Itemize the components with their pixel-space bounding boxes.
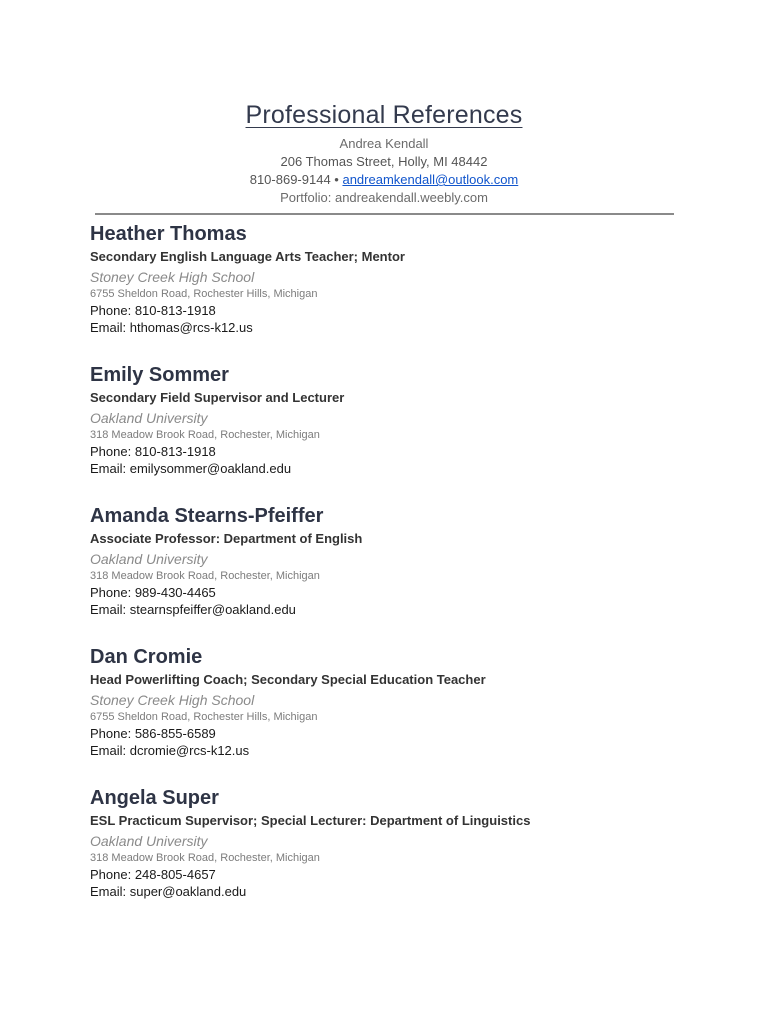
reference-address: 6755 Sheldon Road, Rochester Hills, Michigan [90,288,318,300]
reference-title: Head Powerlifting Coach; Secondary Special Education Teacher [90,672,486,687]
reference-phone: Phone: 810-813-1918 [90,303,216,318]
author-name: Andrea Kendall [339,136,429,151]
reference-entry [90,363,690,504]
references-list [90,222,690,927]
reference-address: 6755 Sheldon Road, Rochester Hills, Michigan [90,711,318,723]
reference-phone: Phone: 810-813-1918 [90,444,216,459]
document-header [0,100,768,207]
reference-email: Email: emilysommer@oakland.edu [90,461,292,476]
reference-organization: Stoney Creek High School [90,269,255,285]
reference-phone: Phone: 586-855-6589 [90,726,216,741]
reference-organization: Stoney Creek High School [90,692,255,708]
reference-organization: Oakland University [90,551,208,567]
reference-name: Amanda Stearns-Pfeiffer [90,505,324,527]
author-phone: 810-869-9144 [249,172,331,187]
reference-entry [90,645,690,786]
reference-title: Associate Professor: Department of English [90,531,363,546]
reference-email: Email: dcromie@rcs-k12.us [90,743,250,758]
reference-entry [90,222,690,363]
reference-email: Email: super@oakland.edu [90,884,247,899]
reference-address: 318 Meadow Brook Road, Rochester, Michigan [90,852,320,864]
reference-name: Angela Super [90,787,219,809]
reference-entry [90,786,690,927]
reference-phone: Phone: 248-805-4657 [90,867,216,882]
contact-separator: • [330,172,343,187]
author-portfolio: Portfolio: andreakendall.weebly.com [280,190,488,205]
header-divider [95,213,674,215]
author-address: 206 Thomas Street, Holly, MI 48442 [280,154,488,169]
reference-name: Dan Cromie [90,646,203,668]
reference-entry [90,504,690,645]
reference-title: ESL Practicum Supervisor; Special Lecturer: Department of Linguistics [90,813,531,828]
reference-title: Secondary English Language Arts Teacher; Mentor [90,249,405,264]
reference-address: 318 Meadow Brook Road, Rochester, Michigan [90,570,320,582]
reference-phone: Phone: 989-430-4465 [90,585,216,600]
reference-organization: Oakland University [90,833,208,849]
reference-name: Emily Sommer [90,364,229,386]
author-contact-line [0,171,768,189]
author-email-link[interactable]: andreamkendall@outlook.com [342,172,519,187]
reference-name: Heather Thomas [90,223,247,245]
page-title: Professional References [245,101,523,129]
reference-email: Email: hthomas@rcs-k12.us [90,320,253,335]
reference-email: Email: stearnspfeiffer@oakland.edu [90,602,296,617]
reference-title: Secondary Field Supervisor and Lecturer [90,390,345,405]
reference-address: 318 Meadow Brook Road, Rochester, Michigan [90,429,320,441]
reference-organization: Oakland University [90,410,208,426]
